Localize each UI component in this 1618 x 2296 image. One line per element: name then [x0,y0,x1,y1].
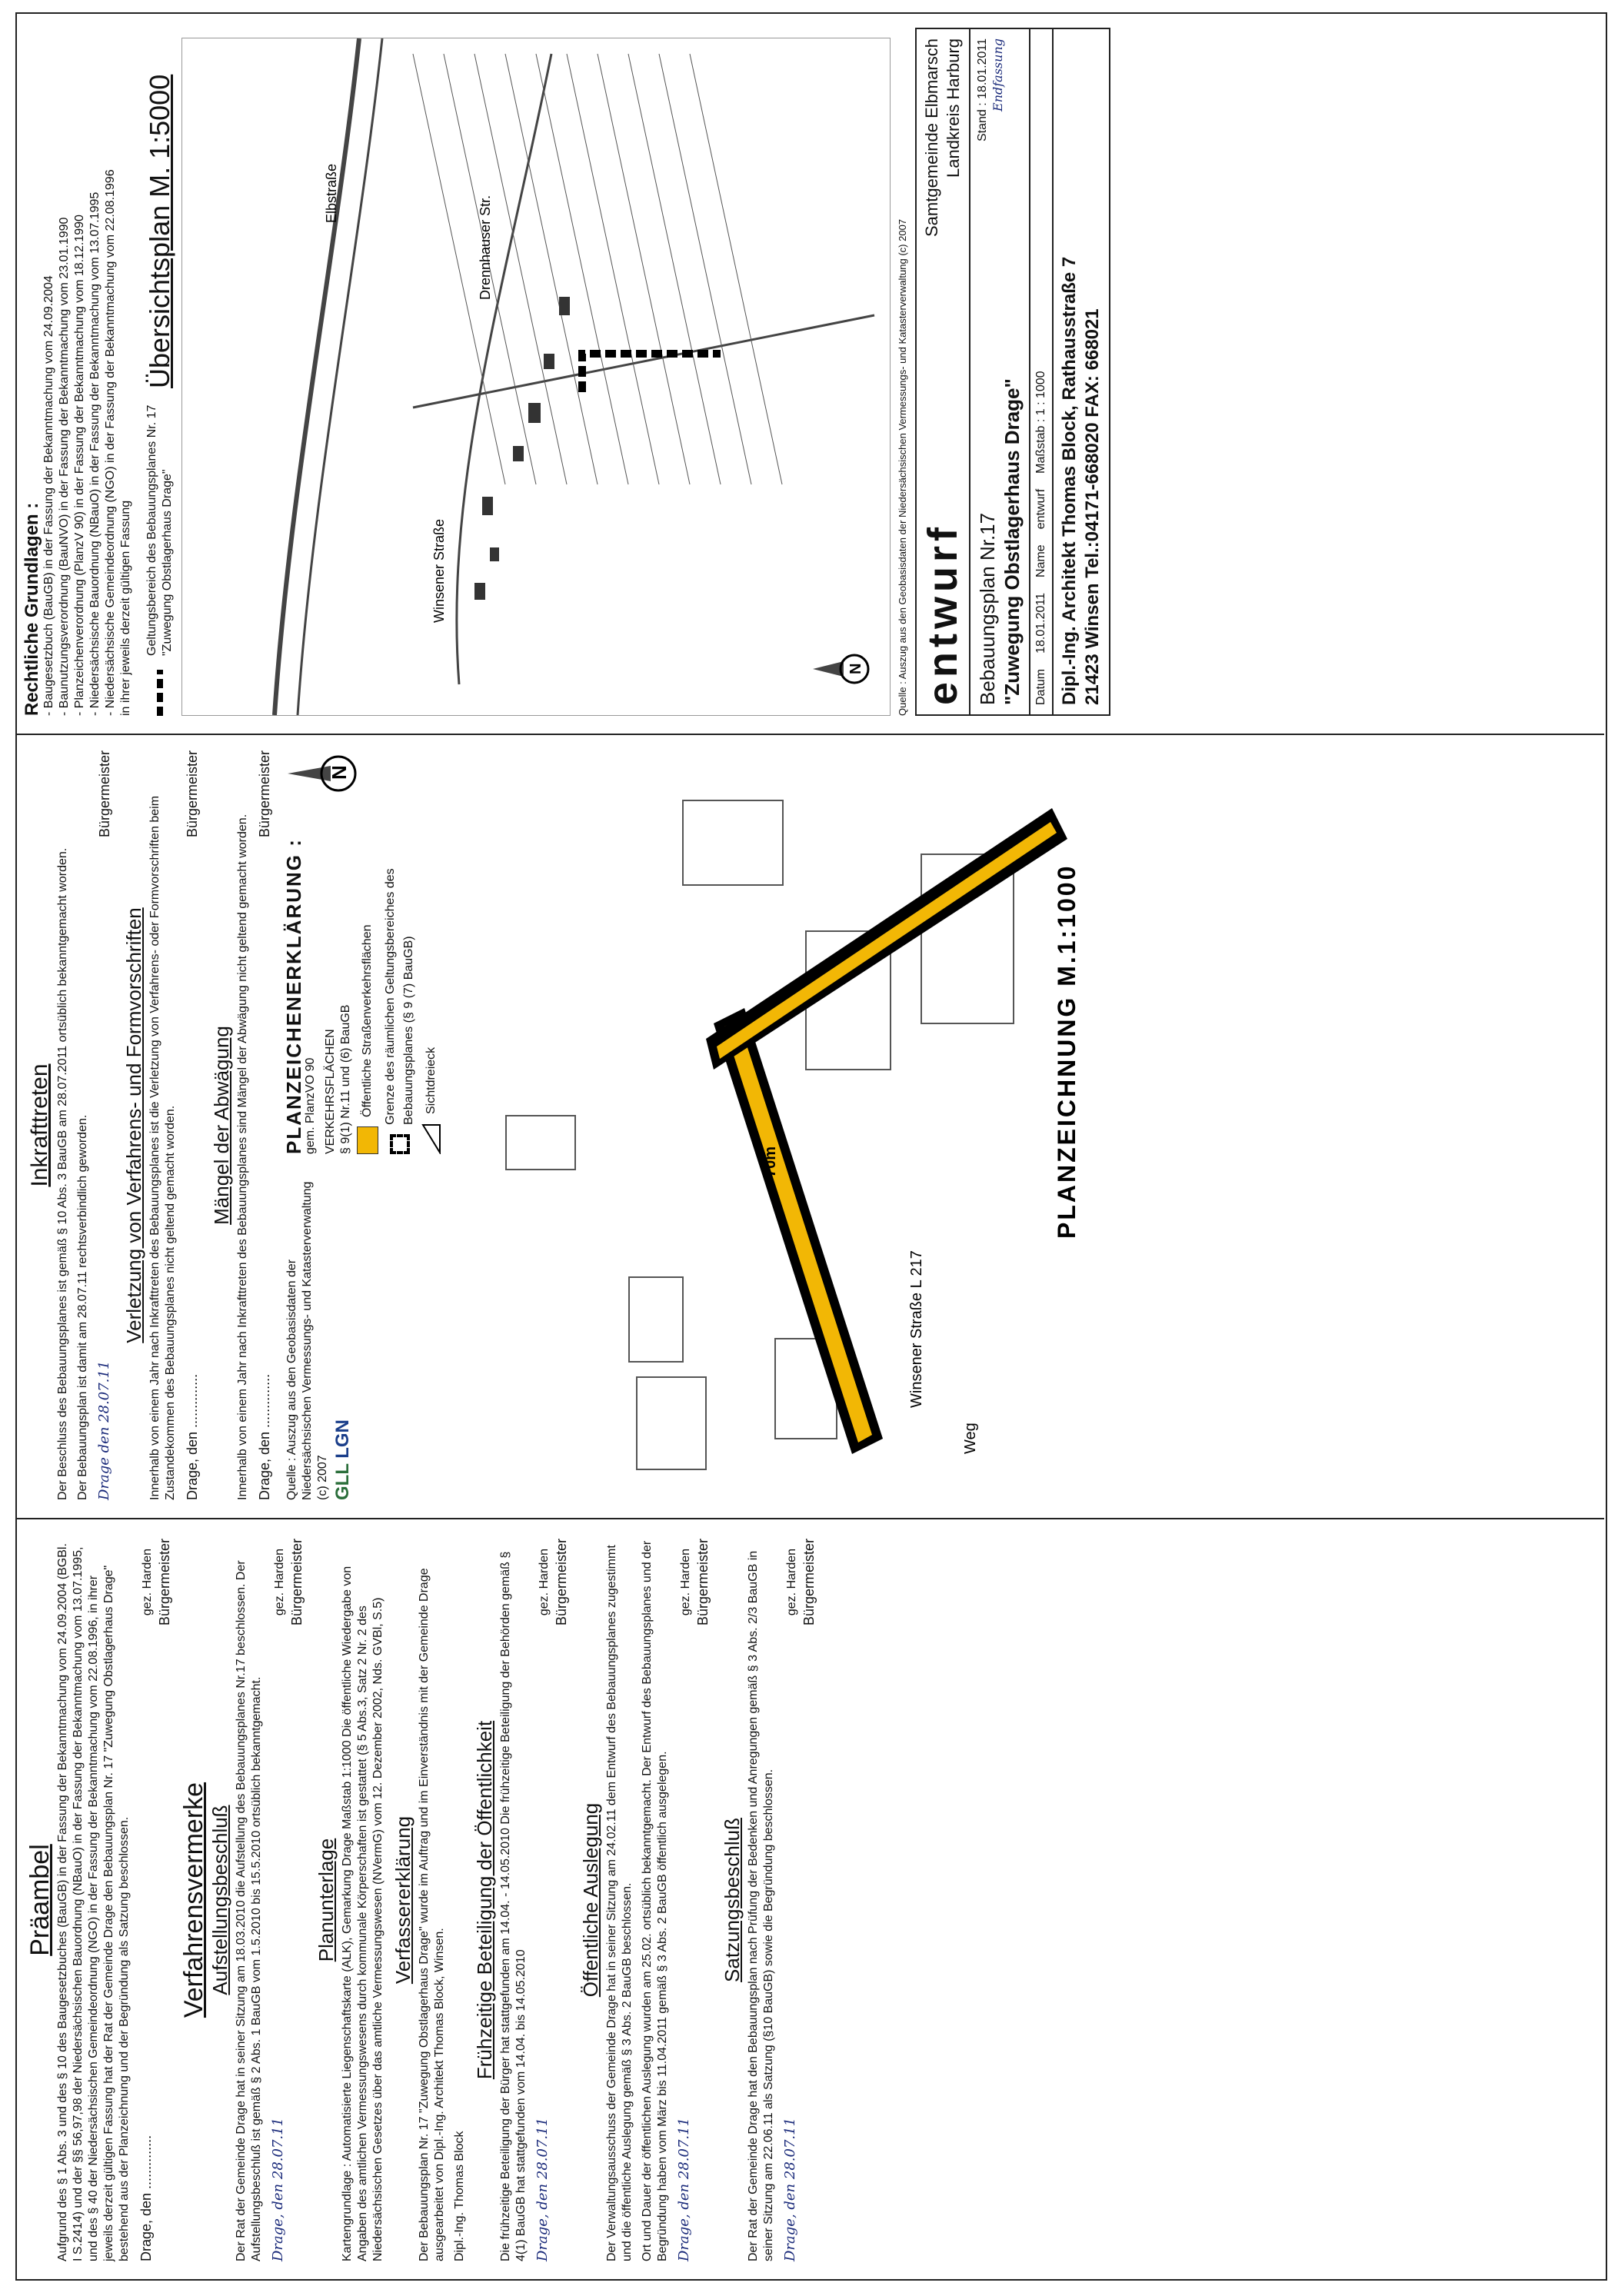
rechtlich-item: in ihrer jeweils derzeit gültigen Fassung [119,500,132,716]
titleblock-landkreis: Landkreis Harburg [944,38,963,178]
frueh-date: Drage, den 28.07.11 [534,2117,551,2261]
building [513,446,524,461]
inkraft-text: Der Beschluss des Bebauungsplanes ist gemäß § 10 Abs. 3 BauGB am 28.07.2011 ortsüblich bekanntgemacht worden. [56,847,69,1500]
auslegung-text: Der Verwaltungsausschuss der Gemeinde Drage hat in seiner Sitzung am 24.02.11 dem Entwurf des Bebauungsplanes zugestimmt und die öffentliche Auslegung gemäß § 3 Abs. 2 BauGB beschlossen. [605,1545,634,2261]
legend-road: Öffentliche Straßenverkehrsflächen [361,924,374,1117]
titleblock-samtgemeinde: Samtgemeinde Elbmarsch [922,38,941,238]
titleblock-architect: Dipl.-Ing. Architekt Thomas Block, Rathausstraße 7 [1059,256,1080,705]
satzung-role: Bürgermeister [801,1539,817,1626]
building [544,354,554,369]
rechtlich-item: - Niedersächsische Gemeindeordnung (NGO) in der Fassung der Bekanntmachung vom 22.08.1996 [104,169,117,716]
titleblock-plan-name: "Zuwegung Obstlagerhaus Drage" [1000,378,1024,705]
planzeichnung-map [452,762,1083,1500]
preamble-role: Bürgermeister [157,1539,172,1626]
preamble-text: Aufgrund des § 1 Abs. 3 und des § 10 des Baugesetzbuches (BauGB) in der Fassung der Bekanntmachung vom 24.09.2004 (BGBl. I S.2414) und der §§ 56,97,98 der Niedersächsischen Bauordnung (NBauO) in der Fassung der Bekanntmachung vom 13.07.1995, und des § 40 der Niedersächsischen Gemeindeordnung (NGO) in der Fassung der Bekanntmachung vom 22.08.1996, in ihrer jeweils derzeit gültigen Fassung hat der Rat der Gemeinde Drage den Bebauungsplan Nr. 17 "Zuwegung Obstlagerhaus Drage" bestehend aus der Planzeichnung und der Begründung als Satzung beschlossen. [56,1543,131,2261]
satzung-signed: gez. Harden [785,1548,798,1616]
legend-boundary: Grenze des räumlichen Geltungsbereiches des Bebauungsplanes (§ 9 (7) BauGB) [384,868,415,1125]
titleblock-name: entwurf [920,523,966,705]
planzeichen-sub: gem. PlanzVO 90 [304,1057,317,1154]
rechtlich-list [42,28,134,716]
street-label: Winsener Straße [431,518,447,623]
uebersicht-header [145,28,175,716]
rechtlich-item: - Planzeichenverordnung (PlanzV 90) in der Fassung der Bekanntmachung vom 18.12.1990 [73,215,86,716]
auslegung-title: Öffentliche Auslegung [579,1802,602,1998]
svg-text:N: N [847,663,864,674]
building [490,547,499,561]
column-procedures [23,1539,1595,2261]
verletzung-date: Drage, den .............. [185,1373,200,1500]
building [482,497,493,515]
svg-text:N: N [328,765,351,780]
legend-sight: Sichtdreieck [424,1047,438,1114]
satzung-text: Der Rat der Gemeinde Drage hat den Bebauungsplan nach Prüfung der Bedenken und Anregungen gemäß § 3 Abs. 2/3 BauGB in seiner Sitzung am 22.06.11 als Satzung (§10 BauGB) sowie die Begründung beschlossen. [747,1550,775,2261]
logo-gll: GLL [332,1463,353,1500]
planzeichen-group: VERKEHRSFLÄCHEN [324,1029,337,1154]
aufstellung-role: Bürgermeister [289,1539,305,1626]
titleblock-stand: Stand : 18.01.2011 [976,38,989,142]
planzeichen-source: Quelle : Auszug aus den Geobasisdaten der Niedersächsischen Vermessungs- und Katasterverwaltung (c) 2007 [285,1181,329,1500]
column-planzeichnung [23,750,1595,1500]
rechtlich-item: - Baunutzungsverordnung (BauNVO) in der Fassung der Bekanntmachung vom 23.01.1990 [58,217,71,716]
preamble-title: Präambel [25,1844,55,1956]
north-arrow-icon [285,750,369,797]
titleblock-name-label: Name [1034,544,1047,577]
uebersicht-map [181,38,891,716]
inkraft-date: Drage den 28.07.11 [96,1360,112,1500]
verletzung-role: Bürgermeister [185,750,200,838]
verfasser-sign: Dipl.-Ing. Thomas Block [453,2131,466,2261]
verletzung-title: Verletzung von Verfahrens- und Formvorschriften [122,907,145,1343]
frueh-text: Die frühzeitige Beteiligung der Bürger hat stattgefunden am 14.04. - 14.05.2010 Die frühzeitige Beteiligung der Behörden gemäß § 4(1) BauGB hat stattgefunden vom 14.04. bis 14.05.2010 [499,1551,528,2261]
verfasser-title: Verfassererklärung [391,1815,414,1985]
aufstellung-date: Drage, den 28.07.11 [270,2117,286,2261]
building [474,583,485,600]
verfahren-title: Verfahrensvermerke [179,1782,208,2018]
titleblock-source: Quelle : Auszug aus den Geobasisdaten der Niedersächsischen Vermessungs- und Katasterverwaltung (c) 2007 [897,218,908,716]
maengel-role: Bürgermeister [257,750,272,838]
planunterlage-title: Planunterlage [315,1838,338,1962]
titleblock-status: Endfassung [990,38,1005,111]
street-label: Drennhauser Str. [478,195,493,300]
titleblock-datum-label: Datum [1034,668,1047,705]
inkraft-title: Inkrafttreten [27,1063,52,1187]
legend-boundary-swatch [390,1134,410,1154]
uebersicht-legend: Geltungsbereich des Bebauungsplanes Nr. 17 "Zuwegung Obstlagerhaus Drage" [145,404,174,656]
road-label: Winsener Straße L 217 [908,1250,925,1408]
titleblock-datum: 18.01.2011 [1034,592,1047,654]
weg-label: Weg [962,1423,979,1454]
rechtlich-title: Rechtliche Grundlagen : [22,502,42,716]
frueh-title: Frühzeitige Beteiligung der Öffentlichkeit [473,1720,496,2080]
logo-lgn: LGN [332,1419,353,1459]
verletzung-text: Innerhalb von einem Jahr nach Inkrafttreten des Bebauungsplanes ist die Verletzung von Verfahrens- oder Formvorschriften beim Zustandekommen des Bebauungsplanes nicht geltend gemacht worden. [148,795,177,1500]
auslegung-signed: gez. Harden [679,1548,692,1616]
inkraft-text-2: Der Bebauungsplan ist damit am 28.07.11 rechtsverbindlich geworden. [76,1114,89,1500]
planzeichnung-title: PLANZEICHNUNG M.1:1000 [1053,863,1080,1239]
preamble-signed: gez. Harden [141,1548,154,1616]
boundary-dash-icon [150,670,170,716]
auslegung-role: Bürgermeister [695,1539,711,1626]
titleblock-address: 21423 Winsen Tel.:04171-668020 FAX: 668021 [1082,308,1103,705]
titleblock-name-value: entwurf [1034,488,1047,530]
aufstellung-title: Aufstellungsbeschluß [208,1805,231,1995]
frueh-signed: gez. Harden [538,1548,551,1616]
divider-2 [15,734,1604,735]
titleblock-plan [970,28,1030,716]
legend-sight-triangle-icon [421,1123,441,1154]
maengel-date: Drage, den .............. [257,1373,272,1500]
preamble-place: Drage, den .............. [138,2135,154,2261]
auslegung-text-2: Ort und Dauer der öffentlichen Auslegung wurden am 25.02. ortsüblich bekanntgemacht. Der Entwurf des Bebauungsplanes und der Begründung haben vom März bis 11.04.2011 gemäß § 3 Abs. 2 BauGB öffentlich ausgelegen. [641,1540,669,2261]
dimension-label: 70m [762,1146,779,1177]
street-label: Elbstraße [324,163,339,223]
titleblock-meta [1030,28,1054,716]
maengel-title: Mängel der Abwägung [210,1026,233,1225]
divider-1 [15,1518,1604,1519]
building [559,297,570,315]
verfasser-text: Der Bebauungsplan Nr. 17 "Zuwegung Obstlagerhaus Drage" wurde im Auftrag und im Einverständnis mit der Gemeinde Drage ausgearbeitet von Dipl.-Ing. Architekt Thomas Block, Winsen. [418,1568,446,2261]
auslegung-date: Drage, den 28.07.11 [676,2117,692,2261]
rechtlich-item: - Baugesetzbuch (BauGB) in der Fassung der Bekanntmachung vom 24.09.2004 [42,275,55,716]
titleblock-head [915,28,970,716]
satzung-title: Satzungsbeschluß [721,1818,744,1982]
aufstellung-signed: gez. Harden [273,1548,286,1616]
uebersicht-title: Übersichtsplan M. 1:5000 [144,74,175,388]
titleblock-massstab: Maßstab : 1 : 1000 [1034,371,1047,474]
titleblock-architect-block [1054,28,1110,716]
planzeichen-group-ref: § 9(1) Nr.11 und (6) BauGB [339,1004,352,1154]
rechtlich-item: - Niedersächsische Bauordnung (NBauO) in der Fassung der Bekanntmachung vom 13.07.1995 [88,191,102,716]
maengel-text: Innerhalb von einem Jahr nach Inkrafttreten des Bebauungsplanes sind Mängel der Abwägung nicht geltend gemacht worden. [236,814,249,1500]
legend-road-swatch [357,1126,378,1154]
inkraft-role: Bürgermeister [97,750,112,838]
aufstellung-text: Der Rat der Gemeinde Drage hat in seiner Sitzung am 18.03.2010 die Aufstellung des Bebauungsplanes Nr.17 beschlossen. Der Aufstellungsbeschluß ist gemäß § 2 Abs. 1 BauGB vom 1.5.2010 bis 15.5.2010 ortsüblich bekanntgemacht. [235,1560,263,2261]
planunterlage-text: Kartengrundlage : Automatisierte Liegenschaftskarte (ALK), Gemarkung Drage Maßstab 1:1000 Die öffentliche Wiedergabe von Angaben des amtlichen Vermessungswesens durch kommunale Körperschaften ist gestattet (§ 5 Abs.3, Satz 2 Nr. 2 des Niedersächsischen Gesetzes über das amtliche Vermessungswesen (NVermG) vom 12. Dezember 2002, Nds. GVBl, S.5) [341,1566,385,2261]
frueh-role: Bürgermeister [554,1539,569,1626]
column-overview [23,28,1595,716]
planzeichen-title: PLANZEICHENERKLÄRUNG : [282,838,305,1154]
planzeichen-block [282,750,444,1500]
titleblock-plan-no: Bebauungsplan Nr.17 [976,512,999,705]
building [528,403,541,423]
satzung-date: Drage, den 28.07.11 [782,2117,798,2261]
